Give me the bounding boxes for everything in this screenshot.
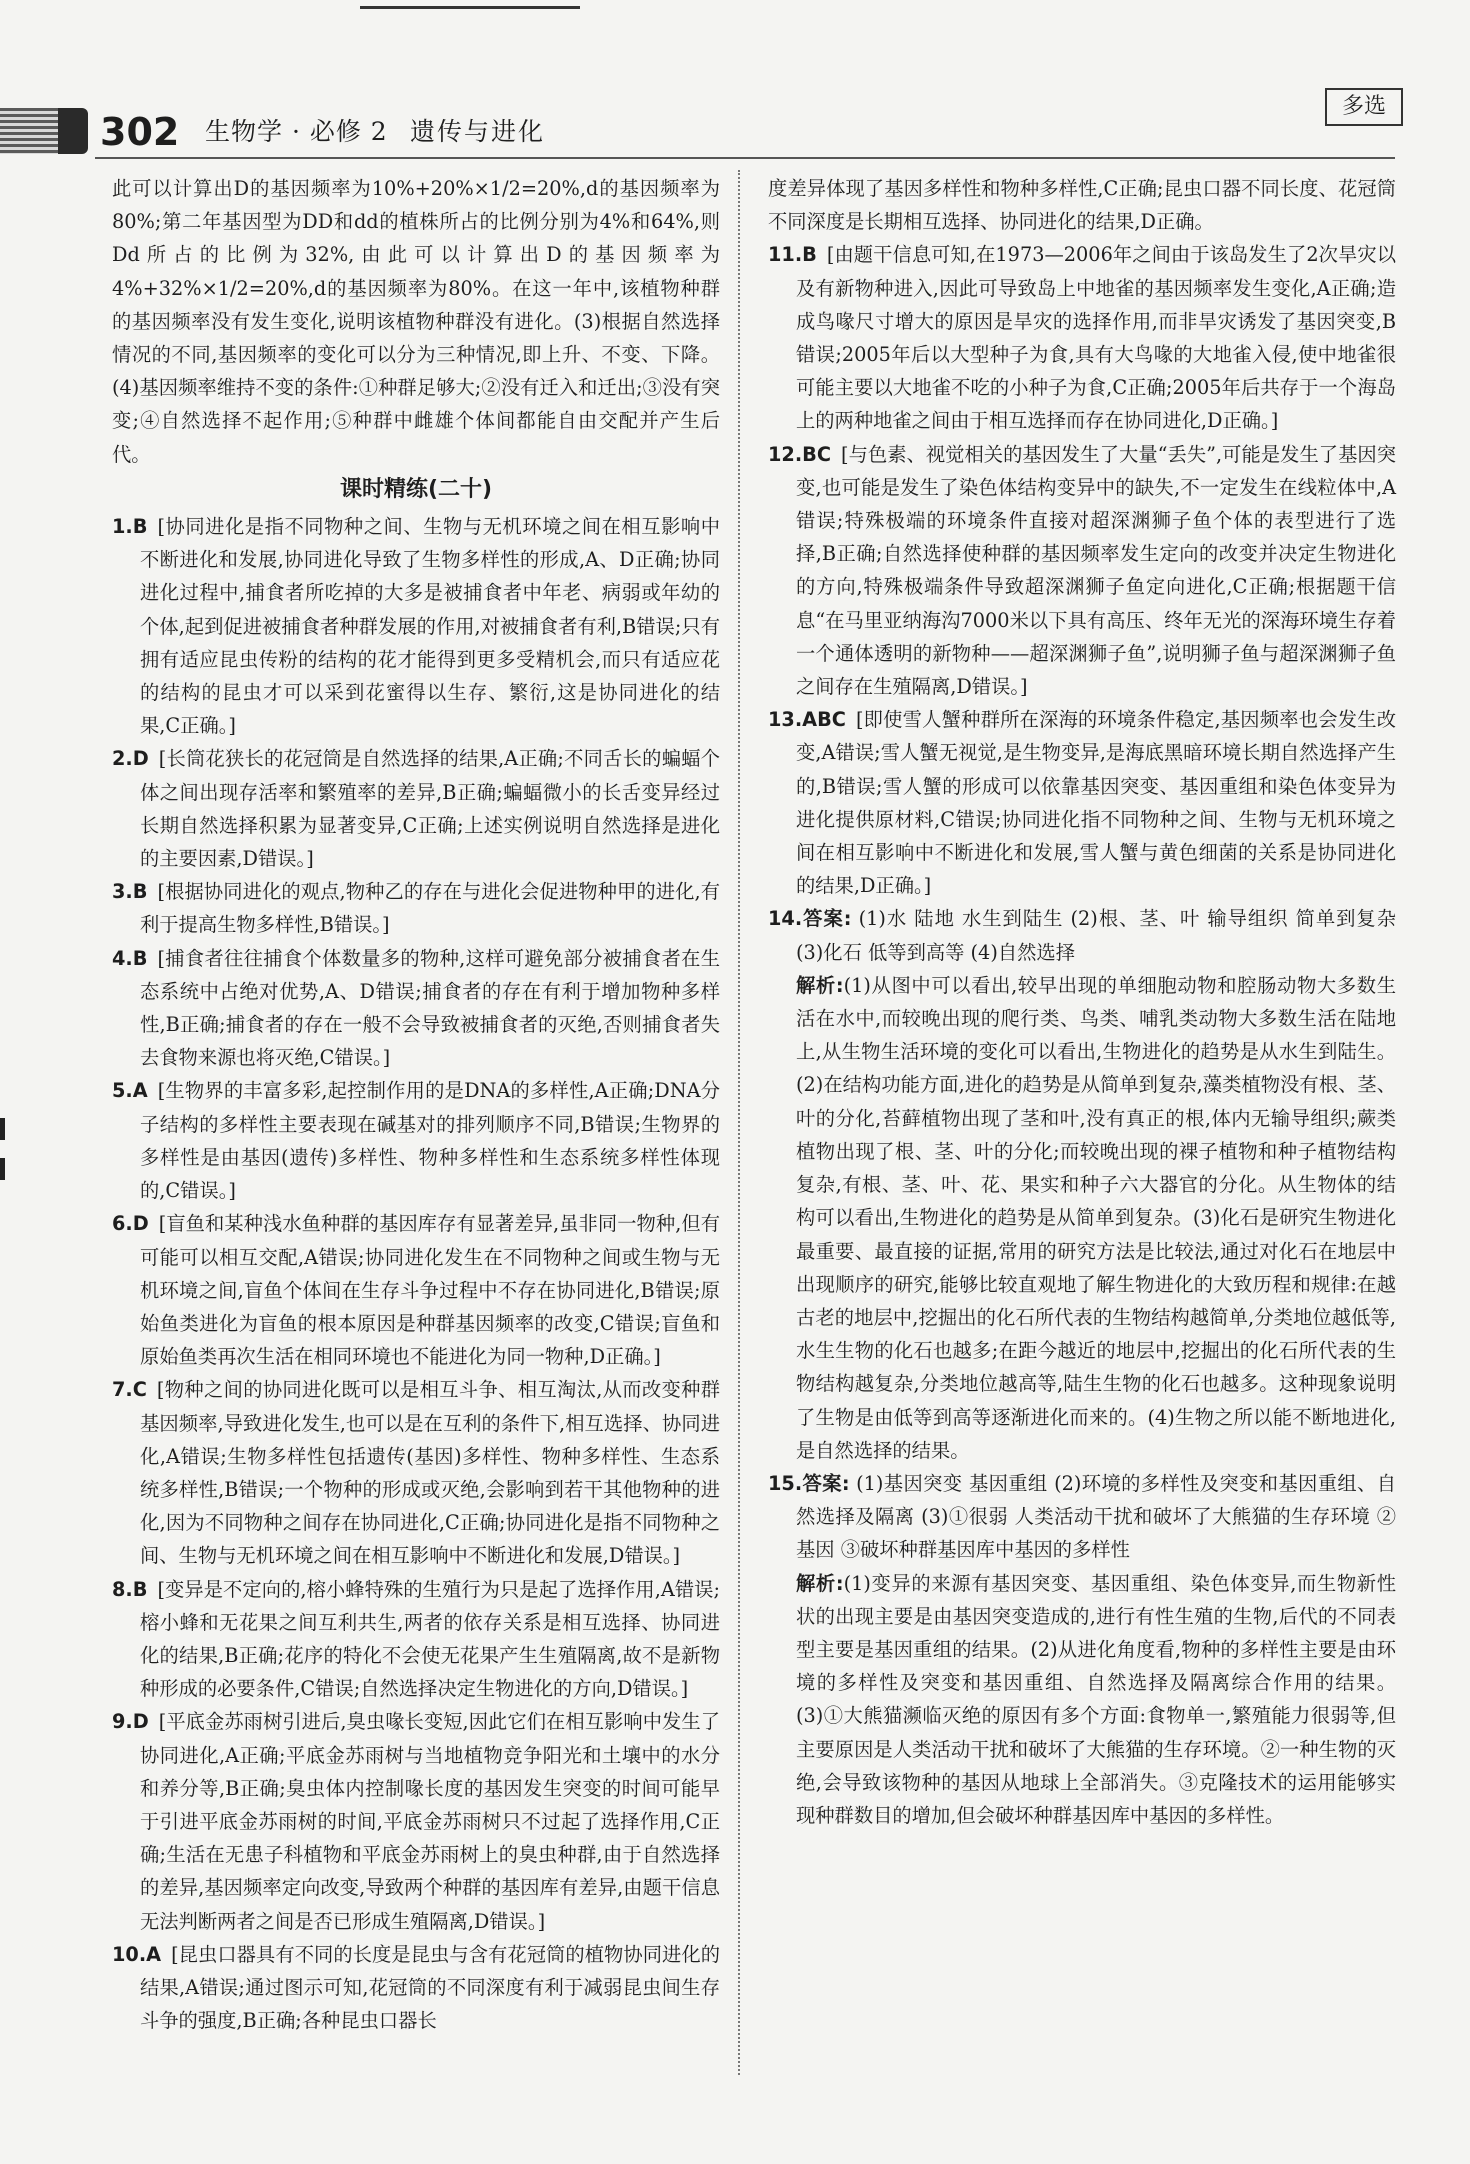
question-6: 6.D [盲鱼和某种浅水鱼种群的基因库存有显著差异,虽非同一物种,但有可能可以相互交配,A错误;协同进化发生在不同物种之间或生物与无机环境之间,盲鱼个体间在生存斗争过程中不存在协同进化,B错误;原始鱼类进化为盲鱼的根本原因是种群基因频率的改变,C错误;盲鱼和原始鱼类再次生活在相同环境也不能进化为同一物种,D正确。] xyxy=(112,1212,720,1369)
question-9: 9.D [平底金苏雨树引进后,臭虫喙长变短,因此它们在相互影响中发生了协同进化,A正确;平底金苏雨树与当地植物竞争阳光和土壤中的水分和养分等,B正确;臭虫体内控制喙长度的基因发生突变的时间可能早于引进平底金苏雨树的时间,平底金苏雨树只不过起了选择作用,C正确;生活在无患子科植物和平底金苏雨树上的臭虫种群,由于自然选择的差异,基因频率定向改变,导致两个种群的基因库有差异,由题干信息无法判断两者之间是否已形成生殖隔离,D错误。] xyxy=(112,1710,720,1933)
explanation: [长筒花狭长的花冠筒是自然选择的结果,A正确;不同舌长的蝙蝠个体之间出现存活率和繁殖率的差异,B正确;蝙蝠微小的长舌变异经过长期自然选择积累为显著变异,C正确;上述实例说明自然选择是进化的主要因素,D错误。] xyxy=(140,747,720,871)
answer-label: 答案: xyxy=(802,907,852,931)
answer-letter: B xyxy=(802,243,817,267)
question-11: 11.B [由题干信息可知,在1973—2006年之间由于该岛发生了2次旱灾以及有新物种进入,因此可导致岛上中地雀的基因频率发生变化,A正确;造成鸟喙尺寸增大的原因是旱灾的选择作用,而非旱灾诱发了基因突变,B错误;2005年后以大型种子为食,具有大鸟喙的大地雀入侵,使中地雀很可能主要以大地雀不吃的小种子为食,C正确;2005年后共存于一个海岛上的两种地雀之间由于相互选择而存在协同进化,D正确。] xyxy=(768,243,1396,433)
explanation: [协同进化是指不同物种之间、生物与无机环境之间在相互影响中不断进化和发展,协同进化导致了生物多样性的形成,A、D正确;协同进化过程中,捕食者所吃掉的大多是被捕食者中年老、病弱或年幼的个体,起到促进被捕食者种群发展的作用,对被捕食者有利,B错误;只有拥有适应昆虫传粉的结构的花才能得到更多受精机会,而只有适应花的结构的昆虫才可以采到花蜜得以生存、繁衍,这是协同进化的结果,C正确。] xyxy=(140,515,720,738)
answer-letter: B xyxy=(132,880,148,904)
explanation: [根据协同进化的观点,物种乙的存在与进化会促进物种甲的进化,有利于提高生物多样性,B错误。] xyxy=(140,880,720,937)
explanation: [与色素、视觉相关的基因发生了大量“丢失”,可能是发生了基因突变,也可能是发生了染色体结构变异中的缺失,不一定发生在线粒体中,A错误;特殊极端的环境条件直接对超深渊狮子鱼个体的表型进行了选择,B正确;自然选择使种群的基因频率发生定向的改变并决定生物进化的方向,特殊极端条件导致超深渊狮子鱼定向进化,C正确;根据题干信息“在马里亚纳海沟7000米以下具有高压、终年无光的深海环境生存着一个通体透明的新物种——超深渊狮子鱼”,说明狮子鱼与超深渊狮子鱼之间存在生殖隔离,D错误。] xyxy=(796,442,1396,699)
answer-letter: ABC xyxy=(802,708,846,732)
page-edge-tab-cap xyxy=(58,108,88,154)
left-column xyxy=(112,172,720,2037)
answer-label: 答案: xyxy=(802,1471,850,1495)
answer-letter: D xyxy=(132,747,149,771)
explanation: [捕食者往往捕食个体数量多的物种,这样可避免部分被捕食者在生态系统中占绝对优势,A、D错误;捕食者的存在有利于增加物种多样性,B正确;捕食者的存在一般不会导致被捕食者的灭绝,否则捕食者失去食物来源也将灭绝,C错误。] xyxy=(140,946,720,1070)
answer-letter: D xyxy=(132,1710,149,1734)
question-2: 2.D [长筒花狭长的花冠筒是自然选择的结果,A正确;不同舌长的蝙蝠个体之间出现存活率和繁殖率的差异,B正确;蝙蝠微小的长舌变异经过长期自然选择积累为显著变异,C正确;上述实例说明自然选择是进化的主要因素,D错误。] xyxy=(112,747,720,871)
question-14-answer: 14.答案: (1)水 陆地 水生到陆生 (2)根、茎、叶 输导组织 简单到复杂 (3)化石 低等到高等 (4)自然选择 xyxy=(768,907,1396,964)
answer-letter: D xyxy=(132,1212,149,1236)
analysis-label: 解析: xyxy=(796,973,844,997)
header-rule xyxy=(95,157,1395,159)
question-14-analysis xyxy=(768,969,1396,1467)
question-4: 4.B [捕食者往往捕食个体数量多的物种,这样可避免部分被捕食者在生态系统中占绝对优势,A、D错误;捕食者的存在有利于增加物种多样性,B正确;捕食者的存在一般不会导致被捕食者的灭绝,否则捕食者失去食物来源也将灭绝,C错误。] xyxy=(112,946,720,1070)
answer-text: (1)水 陆地 水生到陆生 (2)根、茎、叶 输导组织 简单到复杂 (3)化石 低等到高等 (4)自然选择 xyxy=(796,907,1396,964)
question-5: 5.A [生物界的丰富多彩,起控制作用的是DNA的多样性,A正确;DNA分子结构的多样性主要表现在碱基对的排列顺序不同,B错误;生物界的多样性是由基因(遗传)多样性、物种多样性和生态系统多样性体现的,C错误。] xyxy=(112,1079,720,1203)
answer-letter: A xyxy=(146,1942,162,1966)
explanation: [即使雪人蟹种群所在深海的环境条件稳定,基因频率也会发生改变,A错误;雪人蟹无视觉,是生物变异,是海底黑暗环境长期自然选择产生的,B错误;雪人蟹的形成可以依靠基因突变、基因重组和染色体变异为进化提供原材料,C错误;协同进化指不同物种之间、生物与无机环境之间在相互影响中不断进化和发展,雪人蟹与黄色细菌的关系是协同进化的结果,D正确。] xyxy=(796,708,1396,898)
answer-letter: B xyxy=(132,1577,148,1601)
question-1: 1.B [协同进化是指不同物种之间、生物与无机环境之间在相互影响中不断进化和发展,协同进化导致了生物多样性的形成,A、D正确;协同进化过程中,捕食者所吃掉的大多是被捕食者中年老、病弱或年幼的个体,起到促进被捕食者种群发展的作用,对被捕食者有利,B错误;只有拥有适应昆虫传粉的结构的花才能得到更多受精机会,而只有适应花的结构的昆虫才可以采到花蜜得以生存、繁衍,这是协同进化的结果,C正确。] xyxy=(112,515,720,738)
book-title: 生物学 · 必修 2 xyxy=(205,117,388,146)
continuation-paragraph: 度差异体现了基因多样性和物种多样性,C正确;昆虫口器不同长度、花冠筒不同深度是长期相互选择、协同进化的结果,D正确。 xyxy=(768,177,1396,234)
question-12: 12.BC [与色素、视觉相关的基因发生了大量“丢失”,可能是发生了基因突变,也可能是发生了染色体结构变异中的缺失,不一定发生在线粒体中,A错误;特殊极端的环境条件直接对超深渊狮子鱼个体的表型进行了选择,B正确;自然选择使种群的基因频率发生定向的改变并决定生物进化的方向,特殊极端条件导致超深渊狮子鱼定向进化,C正确;根据题干信息“在马里亚纳海沟7000米以下具有高压、终年无光的深海环境生存着一个通体透明的新物种——超深渊狮子鱼”,说明狮子鱼与超深渊狮子鱼之间存在生殖隔离,D错误。] xyxy=(768,442,1396,699)
continuation-paragraph: 此可以计算出D的基因频率为10%+20%×1/2=20%,d的基因频率为80%;第二年基因型为DD和dd的植株所占的比例分别为4%和64%,则Dd所占的比例为32%,由此可以计算出D的基因频率为4%+32%×1/2=20%,d的基因频率为80%。在这一年中,该植物种群的基因频率没有发生变化,说明该植物种群没有进化。(3)根据自然选择情况的不同,基因频率的变化可以分为三种情况,即上升、不变、下降。(4)基因频率维持不变的条件:①种群足够大;②没有迁入和迁出;③没有突变;④自然选择不起作用;⑤种群中雌雄个体间都能自由交配并产生后代。 xyxy=(112,177,720,466)
margin-tick xyxy=(0,1158,5,1180)
question-15-answer: 15.答案: (1)基因突变 基因重组 (2)环境的多样性及突变和基因重组、自然选择及隔离 (3)①很弱 人类活动干扰和破坏了大熊猫的生存环境 ②基因 ③破坏种群基因库中基因的多样性 xyxy=(768,1471,1396,1562)
explanation: [生物界的丰富多彩,起控制作用的是DNA的多样性,A正确;DNA分子结构的多样性主要表现在碱基对的排列顺序不同,B错误;生物界的多样性是由基因(遗传)多样性、物种多样性和生态系统多样性体现的,C错误。] xyxy=(140,1079,720,1203)
answer-text: (1)基因突变 基因重组 (2)环境的多样性及突变和基因重组、自然选择及隔离 (3)①很弱 人类活动干扰和破坏了大熊猫的生存环境 ②基因 ③破坏种群基因库中基因的多样性 xyxy=(796,1471,1396,1562)
analysis-label: 解析: xyxy=(796,1571,844,1595)
page-number: 302 xyxy=(100,110,180,154)
explanation: [平底金苏雨树引进后,臭虫喙长变短,因此它们在相互影响中发生了协同进化,A正确;平底金苏雨树与当地植物竞争阳光和土壤中的水分和养分等,B正确;臭虫体内控制喙长度的基因发生突变的时间可能早于引进平底金苏雨树的时间,平底金苏雨树只不过起了选择作用,C正确;生活在无患子科植物和平底金苏雨树上的臭虫种群,由于自然选择的差异,基因频率定向改变,导致两个种群的基因库有差异,由题干信息无法判断两者之间是否已形成生殖隔离,D错误。] xyxy=(140,1710,720,1933)
answer-letter: B xyxy=(132,946,148,970)
question-8: 8.B [变异是不定向的,榕小蜂特殊的生殖行为只是起了选择作用,A错误;榕小蜂和无花果之间互利共生,两者的依存关系是相互选择、协同进化的结果,B正确;花序的特化不会使无花果产生生殖隔离,故不是新物种形成的必要条件,C错误;自然选择决定生物进化的方向,D错误。] xyxy=(112,1577,720,1701)
margin-tick xyxy=(0,1118,5,1140)
answer-letter: B xyxy=(132,515,148,539)
analysis-text: (1)从图中可以看出,较早出现的单细胞动物和腔肠动物大多数生活在水中,而较晚出现的爬行类、鸟类、哺乳类动物大多数生活在陆地上,从生物生活环境的变化可以看出,生物进化的趋势是从水生到陆生。(2)在结构功能方面,进化的趋势是从简单到复杂,藻类植物没有根、茎、叶的分化,苔藓植物出现了茎和叶,没有真正的根,体内无输导组织;蕨类植物出现了根、茎、叶的分化;而较晚出现的裸子植物和种子植物结构复杂,有根、茎、叶、花、果实和种子六大器官的分化。从生物体的结构可以看出,生物进化的趋势是从简单到复杂。(3)化石是研究生物进化最重要、最直接的证据,常用的研究方法是比较法,通过对化石在地层中出现顺序的研究,能够比较直观地了解生物进化的大致历程和规律:在越古老的地层中,挖掘出的化石所代表的生物结构越简单,分类地位越低等,水生生物的化石也越多;在距今越近的地层中,挖掘出的化石所代表的生物结构越复杂,分类地位越高等,陆生生物的化石也越多。这种现象说明了生物是由低等到高等逐渐进化而来的。(4)生物之所以能不断地进化,是自然选择的结果。 xyxy=(796,973,1396,1462)
question-13: 13.ABC [即使雪人蟹种群所在深海的环境条件稳定,基因频率也会发生改变,A错误;雪人蟹无视觉,是生物变异,是海底黑暗环境长期自然选择产生的,B错误;雪人蟹的形成可以依靠基因突变、基因重组和染色体变异为进化提供原材料,C错误;协同进化指不同物种之间、生物与无机环境之间在相互影响中不断进化和发展,雪人蟹与黄色细菌的关系是协同进化的结果,D正确。] xyxy=(768,708,1396,898)
question-15-analysis xyxy=(768,1567,1396,1833)
explanation: [物种之间的协同进化既可以是相互斗争、相互淘汰,从而改变种群基因频率,导致进化发生,也可以是在互利的条件下,相互选择、协同进化,A错误;生物多样性包括遗传(基因)多样性、物种多样性、生态系统多样性,B错误;一个物种的形成或灭绝,会影响到若干其他物种的进化,因为不同物种之间存在协同进化,C正确;协同进化是指不同物种之间、生物与无机环境之间在相互影响中不断进化和发展,D错误。] xyxy=(140,1378,720,1568)
answer-letter: C xyxy=(132,1378,147,1402)
analysis-text: (1)变异的来源有基因突变、基因重组、染色体变异,而生物新性状的出现主要是由基因突变造成的,进行有性生殖的生物,后代的不同表型主要是基因重组的结果。(2)从进化角度看,物种的多样性主要是由环境的多样性及突变和基因重组、自然选择及隔离综合作用的结果。(3)①大熊猫濒临灭绝的原因有多个方面:食物单一,繁殖能力很弱等,但主要原因是人类活动干扰和破坏了大熊猫的生存环境。②一种生物的灭绝,会导致该物种的基因从地球上全部消失。③克隆技术的运用能够实现种群数目的增加,但会破坏种群基因库中基因的多样性。 xyxy=(796,1571,1396,1827)
explanation: [昆虫口器具有不同的长度是昆虫与含有花冠筒的植物协同进化的结果,A错误;通过图示可知,花冠筒的不同深度有利于减弱昆虫间生存斗争的强度,B正确;各种昆虫口器长 xyxy=(140,1942,720,2033)
page-header xyxy=(0,0,1470,180)
tag-badge: 多选 xyxy=(1325,88,1403,126)
right-column xyxy=(768,172,1396,1832)
section-title: 课时精练(二十) xyxy=(339,476,493,502)
question-7: 7.C [物种之间的协同进化既可以是相互斗争、相互淘汰,从而改变种群基因频率,导致进化发生,也可以是在互利的条件下,相互选择、协同进化,A错误;生物多样性包括遗传(基因)多样性、物种多样性、生态系统多样性,B错误;一个物种的形成或灭绝,会影响到若干其他物种的进化,因为不同物种之间存在协同进化,C正确;协同进化是指不同物种之间、生物与无机环境之间在相互影响中不断进化和发展,D错误。] xyxy=(112,1378,720,1568)
chapter-title: 遗传与进化 xyxy=(410,117,546,146)
column-divider xyxy=(738,170,740,2075)
top-edge-mark xyxy=(360,6,580,9)
explanation: [变异是不定向的,榕小蜂特殊的生殖行为只是起了选择作用,A错误;榕小蜂和无花果之间互利共生,两者的依存关系是相互选择、协同进化的结果,B正确;花序的特化不会使无花果产生生殖隔离,故不是新物种形成的必要条件,C错误;自然选择决定生物进化的方向,D错误。] xyxy=(140,1577,720,1701)
answer-letter: BC xyxy=(802,442,832,466)
question-3: 3.B [根据协同进化的观点,物种乙的存在与进化会促进物种甲的进化,有利于提高生物多样性,B错误。] xyxy=(112,880,720,937)
explanation: [由题干信息可知,在1973—2006年之间由于该岛发生了2次旱灾以及有新物种进入,因此可导致岛上中地雀的基因频率发生变化,A正确;造成鸟喙尺寸增大的原因是旱灾的选择作用,而非旱灾诱发了基因突变,B错误;2005年后以大型种子为食,具有大鸟喙的大地雀入侵,使中地雀很可能主要以大地雀不吃的小种子为食,C正确;2005年后共存于一个海岛上的两种地雀之间由于相互选择而存在协同进化,D正确。] xyxy=(796,243,1396,433)
explanation: [盲鱼和某种浅水鱼种群的基因库存有显著差异,虽非同一物种,但有可能可以相互交配,A错误;协同进化发生在不同物种之间或生物与无机环境之间,盲鱼个体间在生存斗争过程中不存在协同进化,B错误;原始鱼类进化为盲鱼的根本原因是种群基因频率的改变,C错误;盲鱼和原始鱼类再次生活在相同环境也不能进化为同一物种,D正确。] xyxy=(140,1212,720,1369)
answer-letter: A xyxy=(132,1079,148,1103)
question-10: 10.A [昆虫口器具有不同的长度是昆虫与含有花冠筒的植物协同进化的结果,A错误;通过图示可知,花冠筒的不同深度有利于减弱昆虫间生存斗争的强度,B正确;各种昆虫口器长 xyxy=(112,1942,720,2033)
